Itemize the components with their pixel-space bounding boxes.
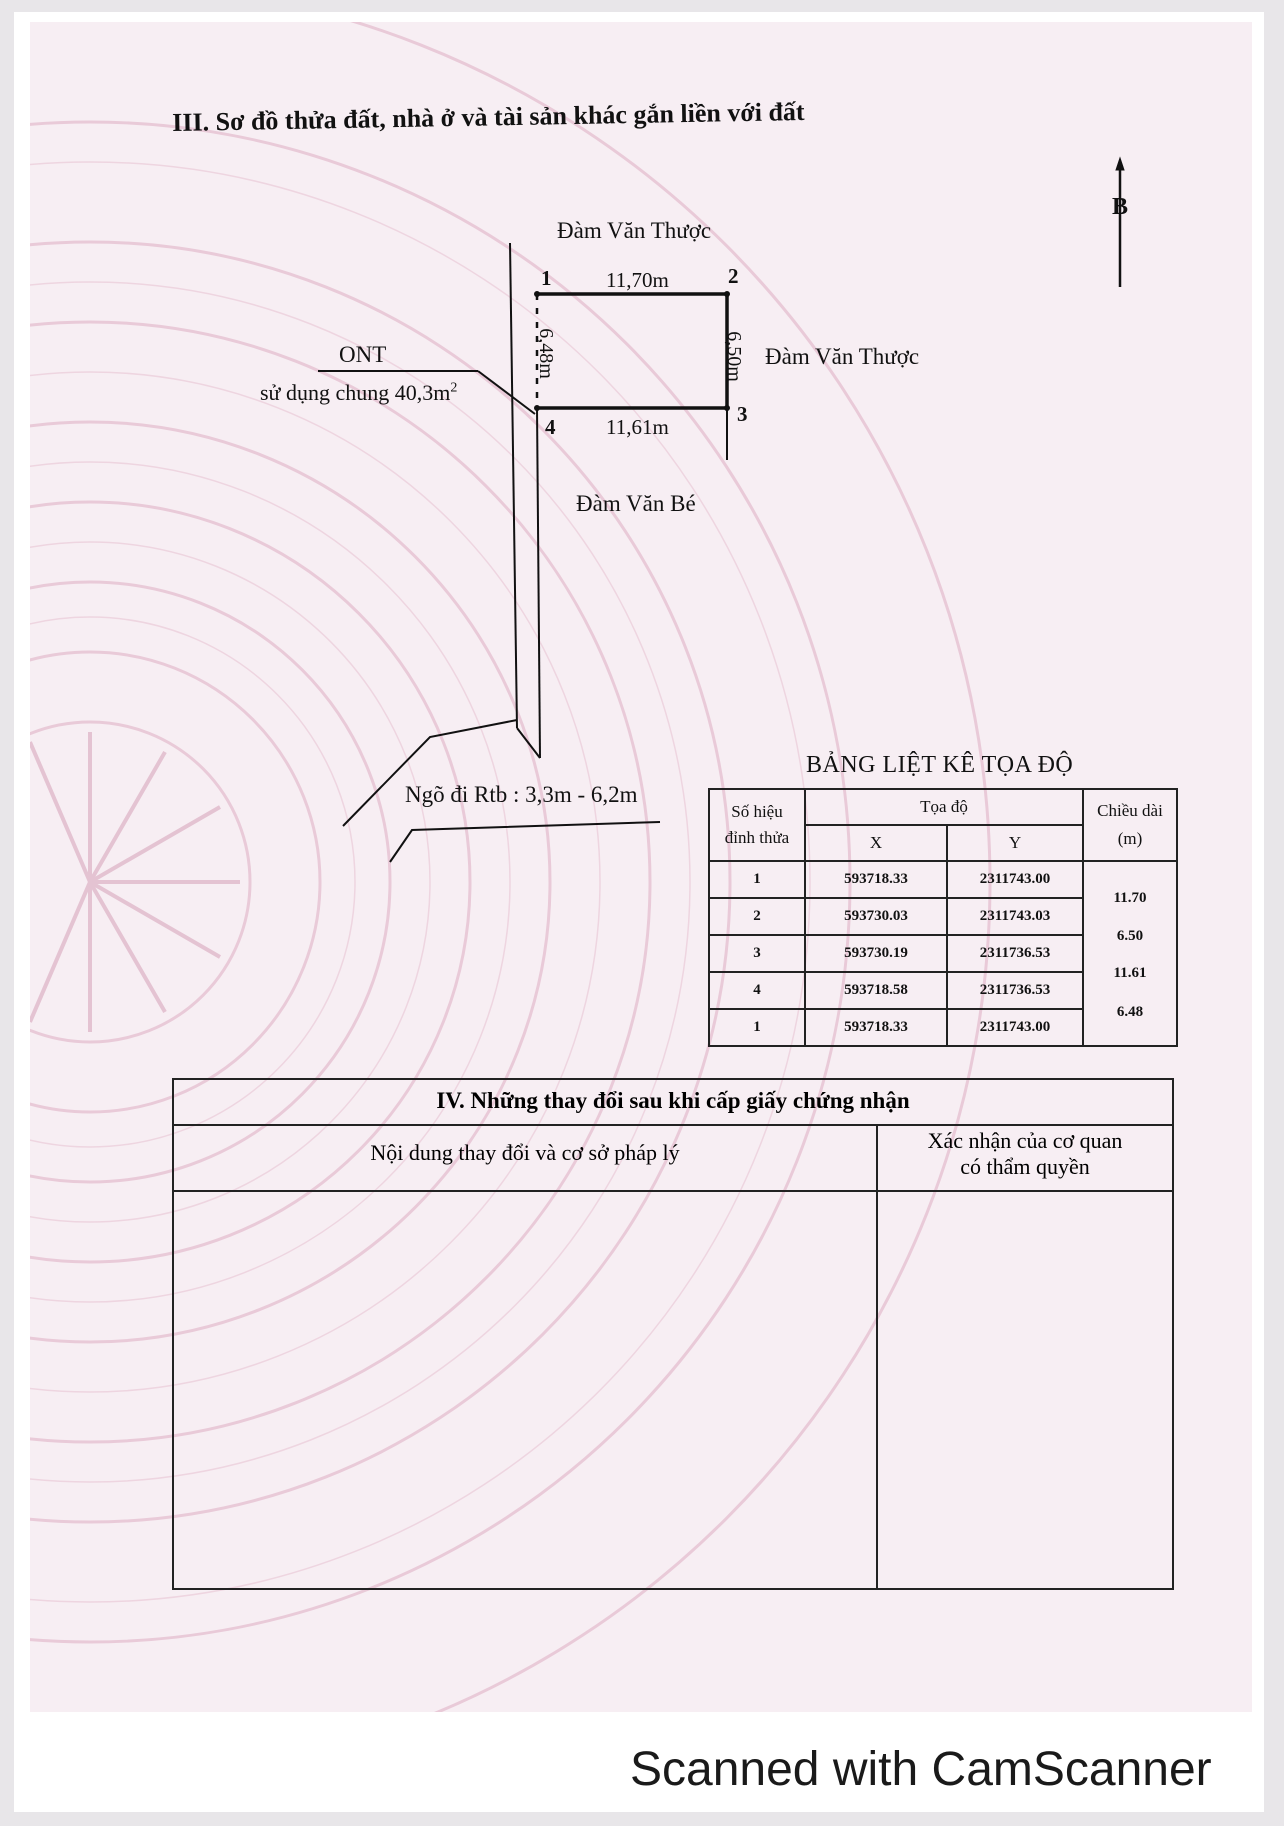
boundary-line-left-inner — [537, 408, 540, 758]
section-iii-title: III. Sơ đồ thửa đất, nhà ở và tài sản khác gắn liền với đất — [172, 96, 805, 137]
north-label: B — [1112, 194, 1129, 220]
ont-leader-diagonal — [478, 371, 535, 414]
coordinate-table — [708, 788, 1178, 1047]
row-y-value: 2311743.03 — [947, 898, 1083, 935]
edge-left-length: 6,48m — [534, 328, 557, 379]
row-vertex-id: 1 — [709, 1009, 805, 1046]
section-iv-title: IV. Những thay đổi sau khi cấp giấy chứng nhận — [436, 1088, 910, 1113]
shared-use-superscript: 2 — [450, 380, 458, 396]
vertex-dot-4 — [534, 405, 540, 411]
length-value: 6.50 — [1116, 928, 1144, 944]
coord-column-header: Tọa độ — [805, 789, 1083, 825]
length-column-header — [1083, 789, 1177, 861]
vertex-label-3: 3 — [737, 402, 748, 426]
row-vertex-id: 3 — [709, 935, 805, 972]
neighbor-right-label: Đàm Văn Thược — [765, 344, 920, 369]
edge-bottom-length: 11,61m — [606, 415, 669, 439]
row-x-value: 593718.58 — [805, 972, 947, 1009]
vertex-dot-3 — [724, 405, 730, 411]
vertex-header-line1: Số hiệu — [731, 802, 783, 821]
vertex-dot-2 — [724, 291, 730, 297]
row-y-value: 2311736.53 — [947, 972, 1083, 1009]
row-x-value: 593730.19 — [805, 935, 947, 972]
row-x-value: 593718.33 — [805, 861, 947, 898]
y-column-header: Y — [947, 825, 1083, 861]
row-x-value: 593730.03 — [805, 898, 947, 935]
shared-use-label — [260, 380, 457, 406]
length-header-line2: (m) — [1117, 829, 1143, 848]
boundary-line-connector — [517, 728, 540, 758]
shared-use-text: sử dụng chung 40,3m — [260, 380, 451, 405]
neighbor-top-label: Đàm Văn Thược — [557, 218, 712, 243]
confirm-header-line1: Xác nhận của cơ quan — [927, 1128, 1123, 1153]
north-arrow-head — [1116, 158, 1124, 170]
row-vertex-id: 1 — [709, 861, 805, 898]
changes-table-header — [174, 1080, 1172, 1126]
coord-table-title: BẢNG LIỆT KÊ TỌA ĐỘ — [806, 752, 1074, 778]
row-y-value: 2311736.53 — [947, 935, 1083, 972]
confirm-header-line2: có thẩm quyền — [960, 1154, 1090, 1179]
vertex-header-line2: đỉnh thửa — [724, 828, 790, 847]
land-type-label: ONT — [339, 342, 387, 367]
length-header-line1: Chiều dài — [1097, 801, 1163, 820]
length-value: 6.48 — [1116, 1004, 1144, 1020]
row-y-value: 2311743.00 — [947, 1009, 1083, 1046]
path-label: Ngõ đi Rtb : 3,3m - 6,2m — [405, 782, 638, 807]
edge-right-length: 6,50m — [722, 331, 745, 382]
path-line-upper — [343, 720, 517, 826]
row-vertex-id: 4 — [709, 972, 805, 1009]
changes-subheader — [174, 1124, 1172, 1192]
row-vertex-id: 2 — [709, 898, 805, 935]
length-cell — [1083, 861, 1177, 1046]
vertex-label-4: 4 — [545, 415, 556, 439]
vertex-label-1: 1 — [541, 266, 552, 290]
length-value: 11.61 — [1113, 965, 1147, 981]
boundary-line-left-outer — [510, 243, 517, 728]
edge-top-length: 11,70m — [606, 268, 669, 292]
neighbor-bottom-label: Đàm Văn Bé — [576, 491, 696, 516]
path-line-lower — [390, 822, 660, 862]
vertex-label-2: 2 — [728, 264, 739, 288]
table-header-row — [709, 789, 1177, 825]
changes-table — [172, 1078, 1174, 1590]
row-y-value: 2311743.00 — [947, 861, 1083, 898]
camscanner-watermark: Scanned with CamScanner — [630, 1743, 1212, 1796]
x-column-header: X — [805, 825, 947, 861]
column-divider — [876, 1124, 878, 1588]
table-row — [709, 861, 1177, 898]
vertex-dot-1 — [534, 291, 540, 297]
length-value: 11.70 — [1113, 890, 1147, 906]
vertex-column-header — [709, 789, 805, 861]
content-column-header: Nội dung thay đổi và cơ sở pháp lý — [370, 1140, 680, 1165]
confirm-column-header — [878, 1128, 1172, 1180]
row-x-value: 593718.33 — [805, 1009, 947, 1046]
